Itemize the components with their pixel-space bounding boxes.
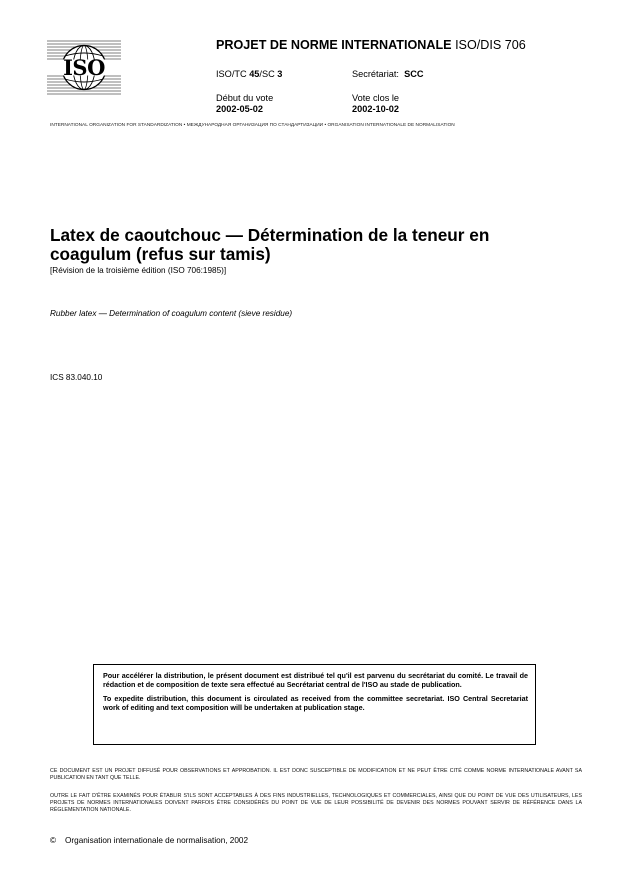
secretariat: [352, 69, 424, 79]
document-number: ISO/DIS 706: [455, 38, 526, 52]
sc-number: 3: [277, 69, 283, 79]
vote-end-label: Vote clos le: [352, 93, 399, 103]
committee-reference: [216, 69, 282, 79]
secretariat-value: SCC: [404, 69, 424, 79]
notice-french: Pour accélérer la distribution, le présent document est distribué tel qu'il est parvenu du secrétariat du comité. Le travail de rédaction et de composition de texte sera effectué au Secrétariat central de l'ISO au stade de publication.: [103, 671, 528, 690]
tc-number: 45: [249, 69, 260, 79]
committee-prefix: ISO/TC: [216, 69, 250, 79]
notice-english: To expedite distribution, this document is circulated as received from the committee secretariat. ISO Central Secretariat work of editing and text composition will be undertaken at publication stage.: [103, 694, 528, 713]
project-label: PROJET DE NORME INTERNATIONALE: [216, 38, 452, 52]
copyright-text: Organisation internationale de normalisation, 2002: [65, 836, 249, 845]
vote-start-date: 2002-05-02: [216, 104, 263, 114]
ics-code: ICS 83.040.10: [50, 373, 103, 382]
svg-text:ISO: ISO: [63, 55, 105, 80]
secretariat-label: Secrétariat:: [352, 69, 399, 79]
distribution-notice-box: [93, 664, 536, 745]
document-title-french: Latex de caoutchouc — Détermination de la teneur en coagulum (refus sur tamis): [50, 225, 490, 264]
vote-end-date: 2002-10-02: [352, 104, 399, 114]
vote-start-label: Début du vote: [216, 93, 274, 103]
organization-names-line: INTERNATIONAL ORGANIZATION FOR STANDARDIZATION • МЕЖДУНАРОДНАЯ ОРГАНИЗАЦИЯ ПО СТАНДАРТИЗАЦИИ • ORGANISATION INTERNATIONALE DE NORMALISATION: [50, 123, 455, 128]
header-title: [216, 38, 526, 52]
iso-globe-icon: [47, 40, 121, 95]
copyright-line: [50, 836, 248, 845]
disclaimer-draft: CE DOCUMENT EST UN PROJET DIFFUSÉ POUR OBSERVATIONS ET APPROBATION. IL EST DONC SUSCEPTIBLE DE MODIFICATION ET NE PEUT ÊTRE CITÉ COMME NORME INTERNATIONALE AVANT SA PUBLICATION EN TANT QUE TELLE.: [50, 768, 582, 782]
document-title-english: Rubber latex — Determination of coagulum content (sieve residue): [50, 309, 293, 318]
committee-separator: /SC: [259, 69, 278, 79]
iso-logo: [47, 40, 121, 95]
revision-note: [Révision de la troisième édition (ISO 706:1985)]: [50, 266, 227, 275]
copyright-icon: ©: [50, 836, 57, 845]
disclaimer-regulatory: OUTRE LE FAIT D'ÊTRE EXAMINÉS POUR ÉTABLIR S'ILS SONT ACCEPTABLES À DES FINS INDUSTRIELLES, TECHNOLOGIQUES ET COMMERCIALES, AINSI QUE DU POINT DE VUE DES UTILISATEURS, LES PROJETS DE NORMES INTERNATIONALES DOIVENT PARFOIS ÊTRE CONSIDÉRÉS DU POINT DE VUE DE LEUR POSSIBILITÉ DE DEVENIR DES NORMES POUVANT SERVIR DE RÉFÉRENCE DANS LA RÉGLEMENTATION NATIONALE.: [50, 793, 582, 814]
